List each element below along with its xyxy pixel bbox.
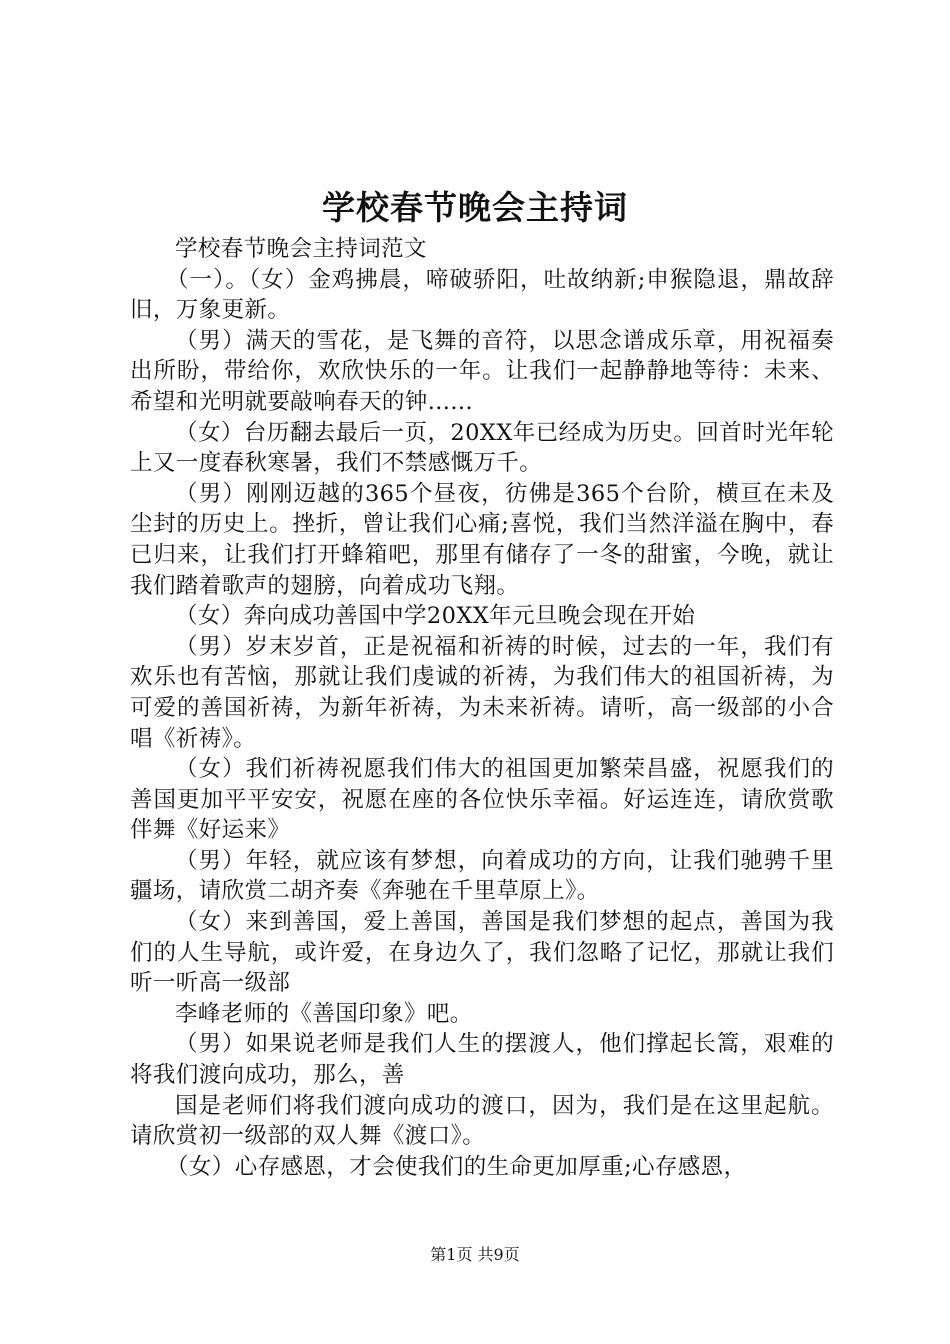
paragraph: （女）心存感恩，才会使我们的生命更加厚重;心存感恩， xyxy=(166,1153,747,1180)
paragraph: （一）。（女）金鸡拂晨，啼破骄阳，吐故纳新;申猴隐退，鼎故辞旧，万象更新。 xyxy=(130,266,834,324)
document-body xyxy=(130,234,834,1182)
paragraph: 学校春节晚会主持词范文 xyxy=(175,236,427,262)
paragraph: （男）年轻，就应该有梦想，向着成功的方向，让我们驰骋千里疆场，请欣赏二胡齐奏《奔驰在千里草原上》。 xyxy=(130,847,834,905)
paragraph: （女）来到善国，爱上善国，善国是我们梦想的起点，善国为我们的人生导航，或许爱，在身边久了，我们忽略了记忆，那就让我们听一听高一级部 xyxy=(130,909,834,997)
paragraph: （女）台历翻去最后一页，20XX年已经成为历史。回首时光年轮上又一度春秋寒暑，我们不禁感慨万千。 xyxy=(130,419,834,477)
paragraph: 李峰老师的《善国印象》吧。 xyxy=(175,1000,473,1027)
paragraph: 国是老师们将我们渡向成功的渡口，因为，我们是在这里起航。请欣赏初一级部的双人舞《渡口》。 xyxy=(130,1092,834,1150)
paragraph: （女）奔向成功善国中学20XX年元旦晚会现在开始 xyxy=(175,603,696,630)
paragraph: （男）刚刚迈越的365个昼夜，彷佛是365个台阶，横亘在未及尘封的历史上。挫折，曾让我们心痛;喜悦，我们当然洋溢在胸中，春已归来，让我们打开蜂箱吧，那里有储存了一冬的甜蜜，今晚，就让我们踏着歌声的翅膀，向着成功飞翔。 xyxy=(130,480,834,599)
paragraph: （男）如果说老师是我们人生的摆渡人，他们撑起长篙，艰难的将我们渡向成功，那么，善 xyxy=(130,1031,834,1089)
page-footer: 第1页 共9页 xyxy=(430,1245,520,1264)
document-title: 学校春节晚会主持词 xyxy=(322,188,628,227)
paragraph: （男）满天的雪花，是飞舞的音符，以思念谱成乐章，用祝福奏出所盼，带给你，欢欣快乐的一年。让我们一起静静地等待：未来、希望和光明就要敲响春天的钟...... xyxy=(130,327,834,415)
paragraph: （女）我们祈祷祝愿我们伟大的祖国更加繁荣昌盛，祝愿我们的善国更加平平安安，祝愿在座的各位快乐幸福。好运连连，请欣赏歌伴舞《好运来》 xyxy=(130,756,834,844)
paragraph: （男）岁末岁首，正是祝福和祈祷的时候，过去的一年，我们有欢乐也有苦恼，那就让我们虔诚的祈祷，为我们伟大的祖国祈祷，为可爱的善国祈祷，为新年祈祷，为未来祈祷。请听，高一级部的小合唱《祈祷》。 xyxy=(130,633,834,752)
